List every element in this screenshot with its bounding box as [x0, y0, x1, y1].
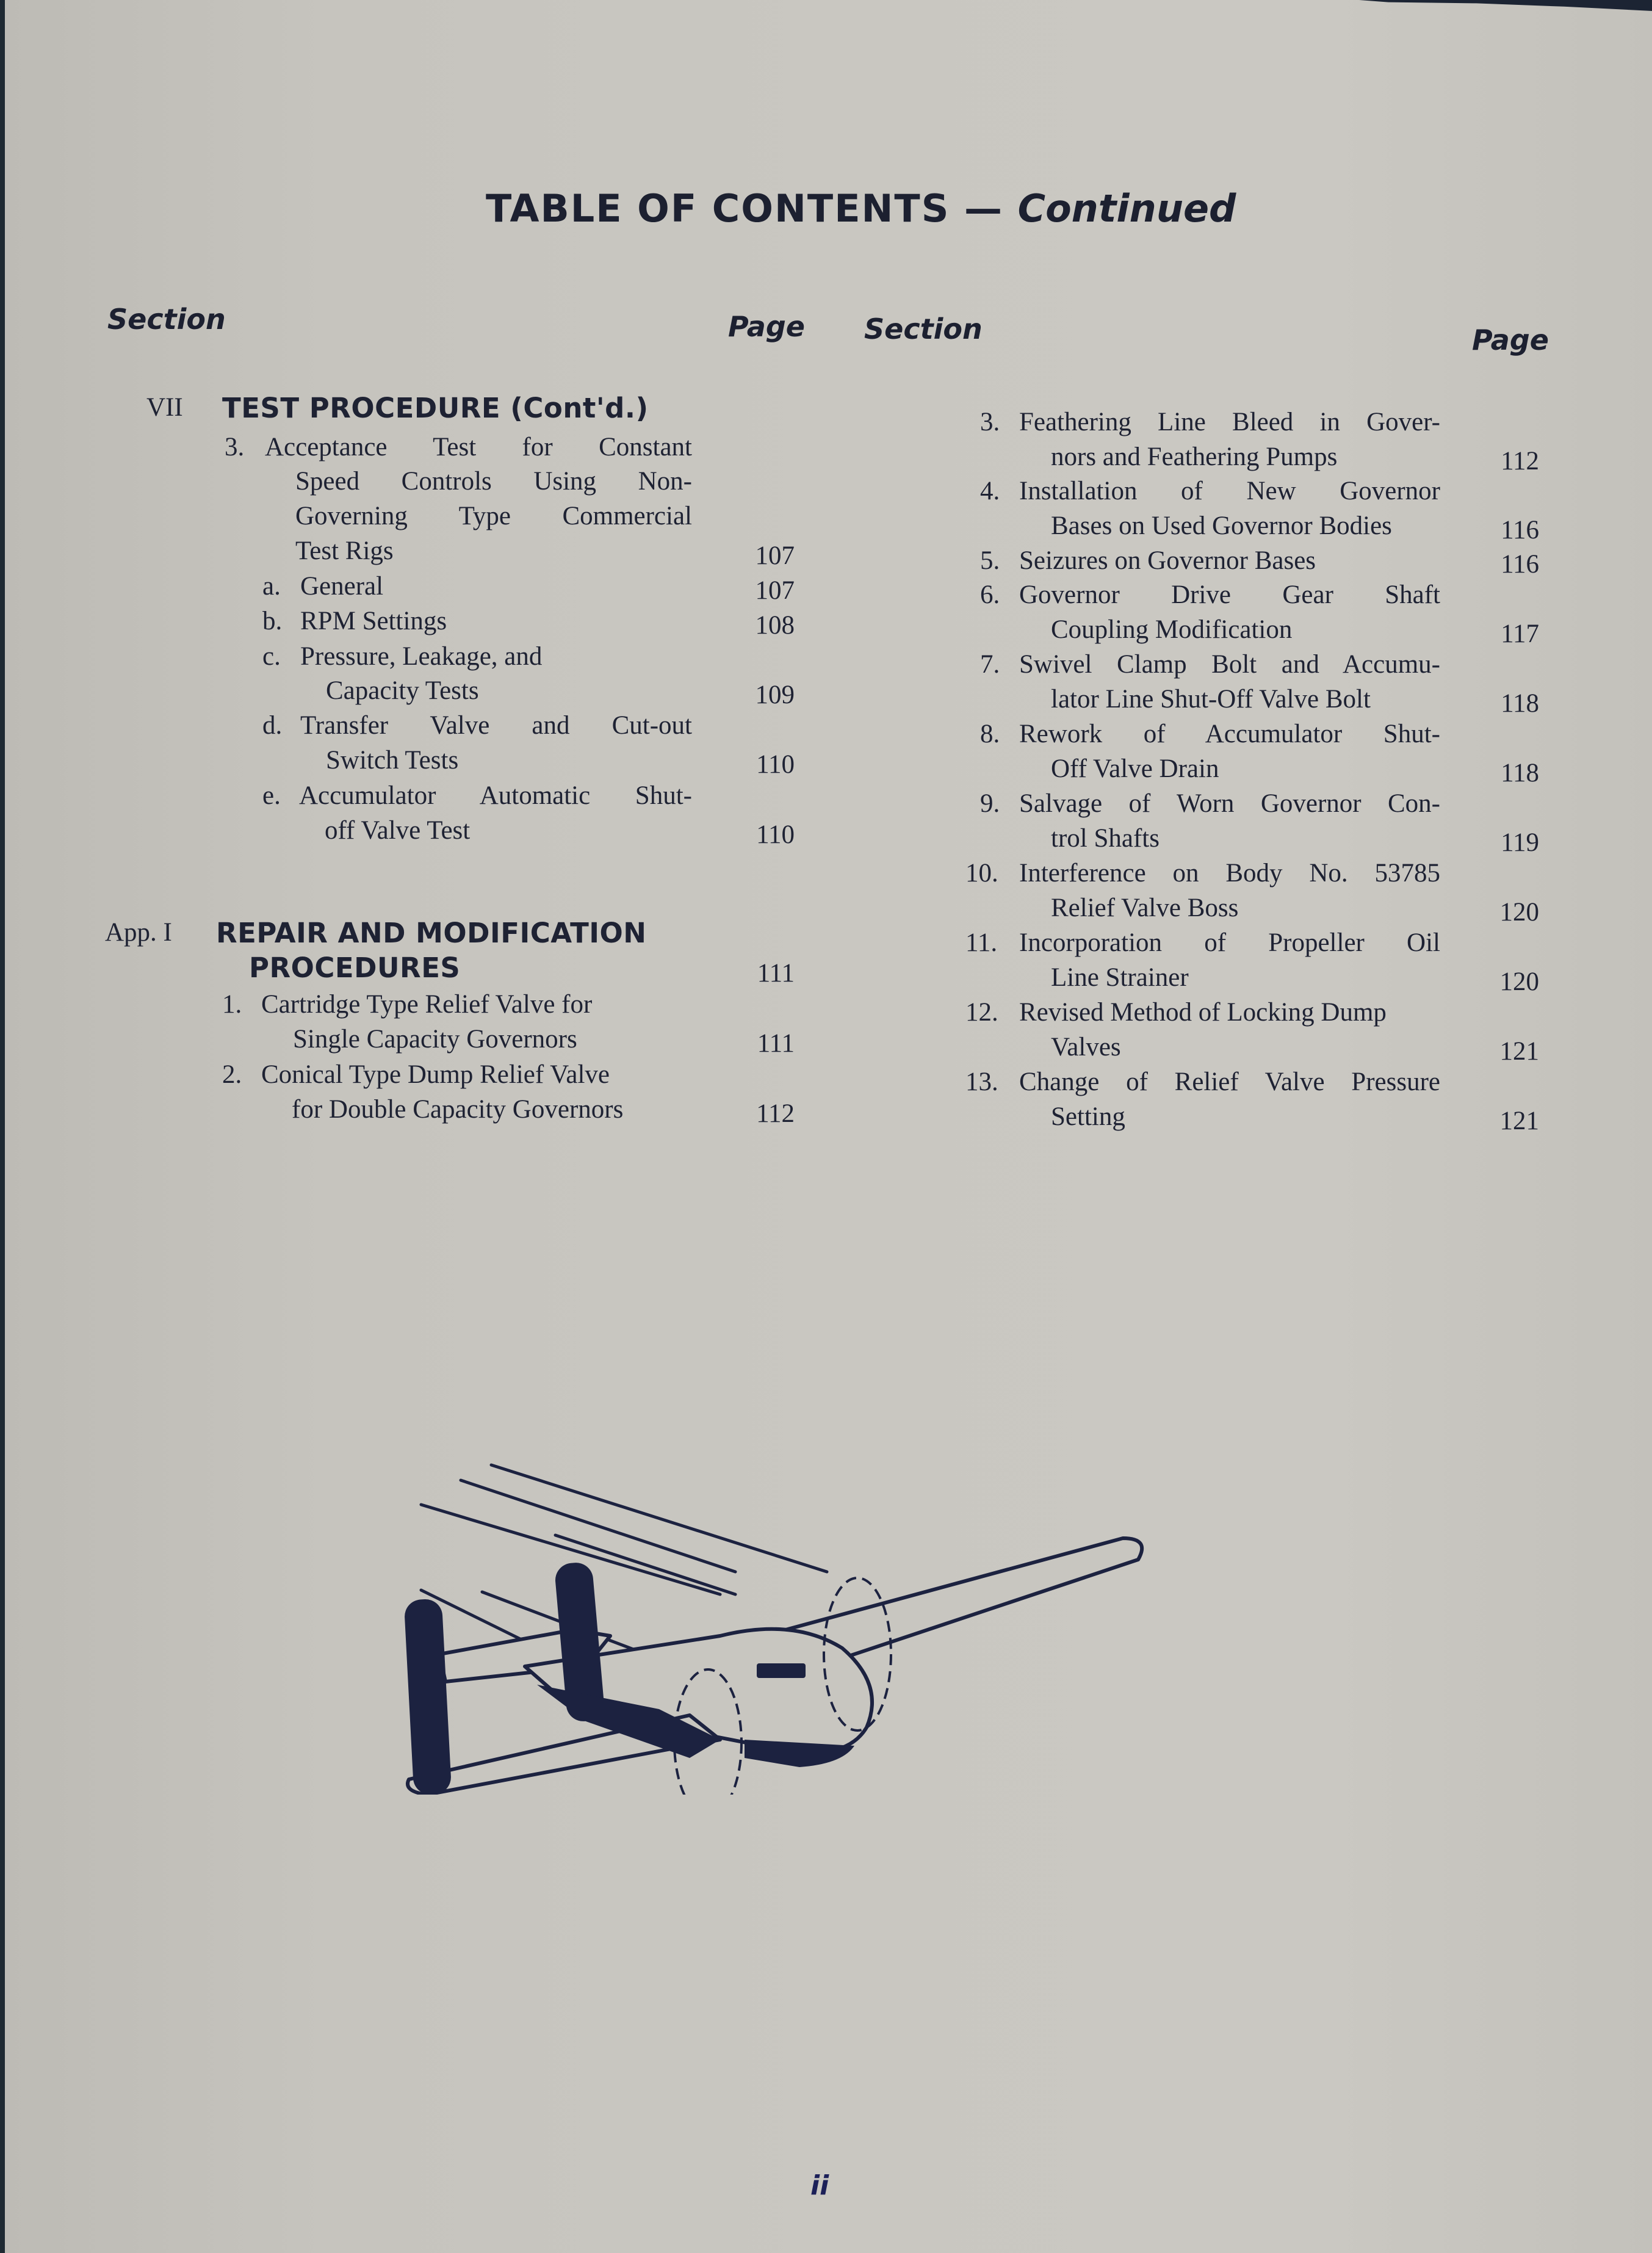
- entry-line: Revised Method of Locking Dump: [1019, 998, 1387, 1027]
- entry-label: a.: [262, 572, 281, 601]
- entry-page: 111: [757, 959, 795, 988]
- section-heading-app1-line2: PROCEDURES: [249, 952, 461, 984]
- entry-line: Capacity Tests: [326, 676, 479, 705]
- entry-label: c.: [262, 642, 281, 671]
- entry-line: off Valve Test: [325, 816, 471, 845]
- entry-label: 9.: [980, 789, 1000, 818]
- entry-line: Switch Tests: [326, 746, 459, 775]
- entry-label: 10.: [965, 859, 998, 888]
- left-page-header: Page: [728, 310, 805, 343]
- entry-line: Off Valve Drain: [1051, 754, 1219, 783]
- entry-line: Interference on Body No. 53785: [1019, 859, 1440, 888]
- entry-page: 118: [1501, 759, 1539, 787]
- entry-label: d.: [262, 711, 283, 740]
- title-main: TABLE OF CONTENTS: [486, 186, 950, 231]
- entry-line: Conical Type Dump Relief Valve: [261, 1060, 610, 1089]
- entry-page: 118: [1501, 689, 1539, 718]
- right-section-header: Section: [864, 313, 983, 345]
- section-number-vii: VII: [146, 393, 183, 422]
- section-heading-vii: TEST PROCEDURE (Cont'd.): [222, 392, 649, 424]
- entry-label: 3.: [225, 433, 245, 461]
- entry-line: Coupling Modification: [1051, 615, 1293, 644]
- entry-line: Line Strainer: [1051, 963, 1189, 992]
- entry-page: 109: [755, 681, 795, 709]
- entry-line: Setting: [1051, 1102, 1125, 1131]
- entry-line: Pressure, Leakage, and: [300, 642, 543, 671]
- airplane-illustration-icon: [403, 1453, 1245, 1795]
- entry-label: 3.: [980, 408, 1000, 436]
- entry-page: 116: [1501, 550, 1539, 579]
- entry-page: 110: [756, 820, 795, 849]
- entry-line: Change of Relief Valve Pressure: [1019, 1068, 1440, 1096]
- entry-line: Relief Valve Boss: [1051, 894, 1239, 922]
- entry-line: for Double Capacity Governors: [292, 1095, 624, 1124]
- entry-line: Swivel Clamp Bolt and Accumu-: [1019, 650, 1440, 679]
- entry-line: Bases on Used Governor Bodies: [1051, 512, 1392, 540]
- entry-page: 107: [755, 541, 795, 570]
- document-page: [5, 0, 1652, 2253]
- entry-page: 107: [755, 576, 795, 605]
- entry-label: 4.: [980, 477, 1000, 505]
- entry-label: 7.: [980, 650, 1000, 679]
- entry-page: 110: [756, 750, 795, 779]
- entry-line: Test Rigs: [295, 537, 394, 565]
- book-edge: [0, 0, 5, 2253]
- entry-label: 12.: [965, 998, 998, 1027]
- entry-line: Speed Controls Using Non-: [295, 467, 692, 496]
- entry-line: Installation of New Governor: [1019, 477, 1440, 505]
- left-section-header: Section: [107, 303, 226, 336]
- entry-line: Salvage of Worn Governor Con-: [1019, 789, 1440, 818]
- entry-line: trol Shafts: [1051, 824, 1160, 853]
- entry-page: 121: [1499, 1037, 1539, 1066]
- entry-line: nors and Feathering Pumps: [1051, 443, 1338, 471]
- entry-line: Single Capacity Governors: [293, 1025, 577, 1054]
- entry-label: 5.: [980, 546, 1000, 575]
- entry-line: Cartridge Type Relief Valve for: [261, 990, 593, 1019]
- entry-page: 120: [1499, 898, 1539, 927]
- entry-line: Transfer Valve and Cut-out: [300, 711, 692, 740]
- entry-page: 112: [756, 1099, 795, 1128]
- entry-line: Incorporation of Propeller Oil: [1019, 928, 1440, 957]
- entry-line: General: [300, 572, 384, 601]
- entry-label: 1.: [222, 990, 242, 1019]
- entry-page: 108: [755, 611, 795, 640]
- entry-page: 116: [1501, 516, 1539, 544]
- entry-page: 112: [1501, 447, 1539, 476]
- entry-line: Governing Type Commercial: [295, 502, 692, 530]
- entry-label: 6.: [980, 580, 1000, 609]
- entry-label: 8.: [980, 720, 1000, 748]
- entry-line: Rework of Accumulator Shut-: [1019, 720, 1440, 748]
- section-number-app1: App. I: [105, 918, 172, 947]
- entry-line: Acceptance Test for Constant: [265, 433, 692, 461]
- entry-line: Valves: [1051, 1033, 1121, 1061]
- entry-page: 117: [1501, 620, 1539, 648]
- entry-page: 121: [1499, 1107, 1539, 1135]
- entry-line: Feathering Line Bleed in Gover-: [1019, 408, 1440, 436]
- title-continued: Continued: [1017, 186, 1236, 231]
- entry-page: 119: [1501, 828, 1539, 857]
- entry-line: Governor Drive Gear Shaft: [1019, 580, 1440, 609]
- entry-line: RPM Settings: [300, 607, 447, 635]
- entry-label: e.: [262, 781, 281, 810]
- entry-label: b.: [262, 607, 283, 635]
- entry-label: 11.: [965, 928, 998, 957]
- section-heading-app1-line1: REPAIR AND MODIFICATION: [216, 917, 647, 949]
- entry-label: 2.: [222, 1060, 242, 1089]
- entry-line: Seizures on Governor Bases: [1019, 546, 1316, 575]
- right-page-header: Page: [1472, 324, 1549, 356]
- entry-page: 111: [757, 1029, 795, 1058]
- entry-label: 13.: [965, 1068, 998, 1096]
- entry-page: 120: [1499, 967, 1539, 996]
- page-title: [486, 186, 1236, 231]
- entry-line: Accumulator Automatic Shut-: [299, 781, 692, 810]
- page-number: ii: [810, 2170, 829, 2201]
- entry-line: lator Line Shut-Off Valve Bolt: [1051, 685, 1371, 714]
- title-dash: —: [950, 186, 1018, 231]
